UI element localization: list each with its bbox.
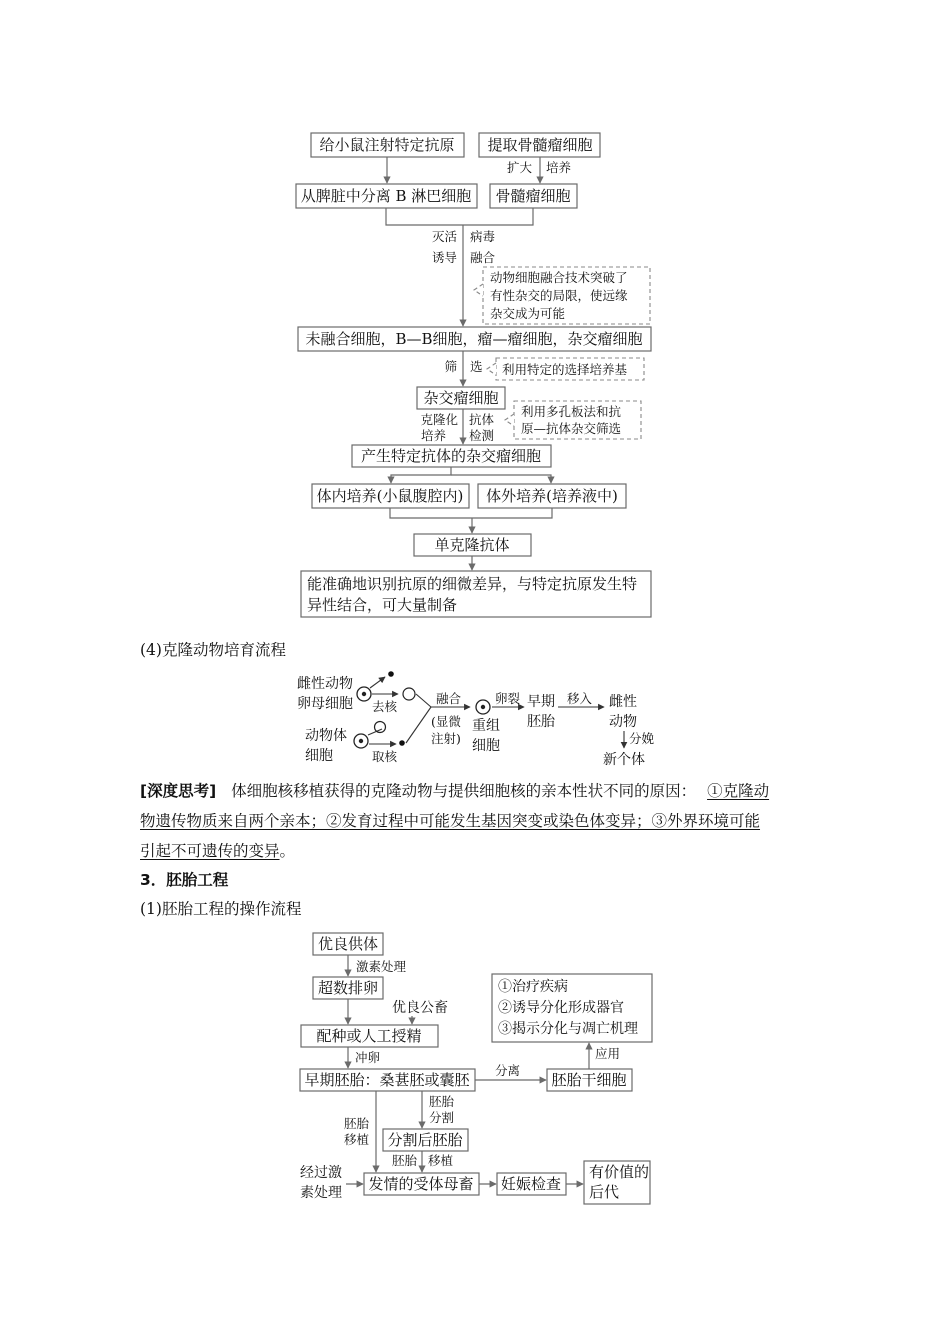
female-host-label-1: 雌性 [609,694,637,710]
inactivated-label: 灭活 [431,229,457,244]
deep-thinking-answer-1: ①克隆动 [707,782,770,800]
note3-line1: 利用多孔板法和抗 [521,404,622,419]
take-nucleus-label: 取核 [372,749,398,764]
early-embryo-label-2: 胚胎 [527,714,555,730]
female-host-label-2: 动物 [609,714,637,730]
result-line2: 异性结合，可大量制备 [307,596,458,614]
oocyte-label: 卵母细胞 [297,696,353,712]
micro-injection-label-2: 注射) [431,731,461,746]
inject-antigen-label: 给小鼠注射特定抗原 [319,136,455,154]
section3-heading: 3．胚胎工程 [140,871,229,889]
somatic-cell-label-1: 动物体 [305,728,347,744]
flush-label: 冲卵 [355,1050,381,1065]
early-embryo-label-1: 早期 [527,694,555,710]
treated-label-2: 素处理 [300,1185,342,1201]
treated-label-1: 经过激 [300,1165,342,1181]
screen-label-1: 筛 [444,359,457,374]
new-individual-label: 新个体 [603,752,645,768]
deep-thinking-answer-3: 引起不可遗传的变异 [140,842,280,860]
b-cell-label: 从脾脏中分离 B 淋巴细胞 [300,187,472,205]
birth-label: 分娩 [629,731,655,746]
note1-line1: 动物细胞融合技术突破了 [490,270,628,285]
in-vivo-label: 体内培养(小鼠腹腔内) [316,487,464,505]
recipient-label: 发情的受体母畜 [368,1175,474,1193]
pregnancy-check-label: 妊娠检查 [500,1175,562,1193]
transfer-embryo-label: 移植 [428,1153,454,1168]
detect-label-2: 检测 [469,428,495,443]
micro-injection-label-1: (显微 [431,714,461,729]
expand-label: 扩大 [506,160,532,175]
early-embryo-label: 早期胚胎：桑葚胚或囊胚 [304,1071,470,1089]
screen-label-2: 选 [470,359,483,374]
section3-subheading: (1)胚胎工程的操作流程 [140,900,302,918]
induce-label: 诱导 [431,250,457,265]
hormone-label: 激素处理 [356,959,407,974]
male-label: 优良公畜 [392,1000,448,1016]
myeloma-label: 骨髓瘤细胞 [495,187,571,205]
deep-thinking-intro: 体细胞核移植获得的克隆动物与提供细胞核的亲本性状不同的原因： [231,782,697,800]
deep-thinking-label: [深度思考] [140,782,217,800]
note1-line3: 杂交成为可能 [490,306,566,321]
clone-label-2: 培养 [420,428,446,443]
split-label-1: 胚胎 [429,1094,455,1109]
fuse-label: 融合 [470,250,496,265]
use-2: ②诱导分化形成器官 [498,1000,624,1016]
deep-thinking-end: 。 [279,842,296,860]
enucleate-label: 去核 [372,699,398,714]
note3-line2: 原—抗体杂交筛选 [521,421,622,436]
mixed-cells-label: 未融合细胞，B—B细胞，瘤—瘤细胞，杂交瘤细胞 [305,330,643,348]
transplant-label-1: 胚胎 [343,1116,369,1131]
cleavage-label: 卵裂 [495,691,521,706]
detect-label-1: 抗体 [469,412,495,427]
use-3: ③揭示分化与凋亡机理 [498,1021,638,1037]
transfer-label: 移入 [567,691,593,706]
virus-label: 病毒 [470,229,496,244]
offspring-label-2: 后代 [589,1183,620,1201]
use-1: ①治疗疾病 [498,979,568,995]
reconstructed-label-2: 细胞 [472,738,500,754]
section4-heading: (4)克隆动物培育流程 [140,641,286,659]
mab-label: 单克隆抗体 [434,536,510,554]
split-label-2: 分割 [429,1110,455,1125]
esc-label: 胚胎干细胞 [551,1071,627,1089]
note1-line2: 有性杂交的局限，使远缘 [490,288,628,303]
reconstructed-label-1: 重组 [472,718,500,734]
result-line1: 能准确地识别抗原的细微差异，与特定抗原发生特 [307,575,638,593]
mating-label: 配种或人工授精 [316,1027,422,1045]
somatic-cell-label-2: 细胞 [305,748,333,764]
embryo-label: 胚胎 [391,1153,417,1168]
split-embryo-label: 分割后胚胎 [387,1131,463,1149]
deep-thinking-answer-2: 物遗传物质来自两个亲本；②发育过程中可能发生基因突变或染色体变异；③外界环境可能 [140,812,761,830]
hybridoma-label: 杂交瘤细胞 [423,389,499,407]
separate-label: 分离 [495,1063,521,1078]
extract-myeloma-label: 提取骨髓瘤细胞 [487,136,593,154]
donor-label: 优良供体 [317,935,379,953]
transplant-label-2: 移植 [343,1132,369,1147]
apply-label: 应用 [595,1046,621,1061]
note2-label: 利用特定的选择培养基 [502,362,628,377]
in-vitro-label: 体外培养(培养液中) [486,487,618,505]
superovulation-label: 超数排卵 [317,979,379,997]
specific-hybridoma-label: 产生特定抗体的杂交瘤细胞 [360,447,542,465]
offspring-label-1: 有价值的 [589,1163,650,1181]
female-animal-label: 雌性动物 [297,676,353,692]
fusion-label: 融合 [436,691,462,706]
culture-label: 培养 [546,160,572,175]
clone-label-1: 克隆化 [420,412,458,427]
